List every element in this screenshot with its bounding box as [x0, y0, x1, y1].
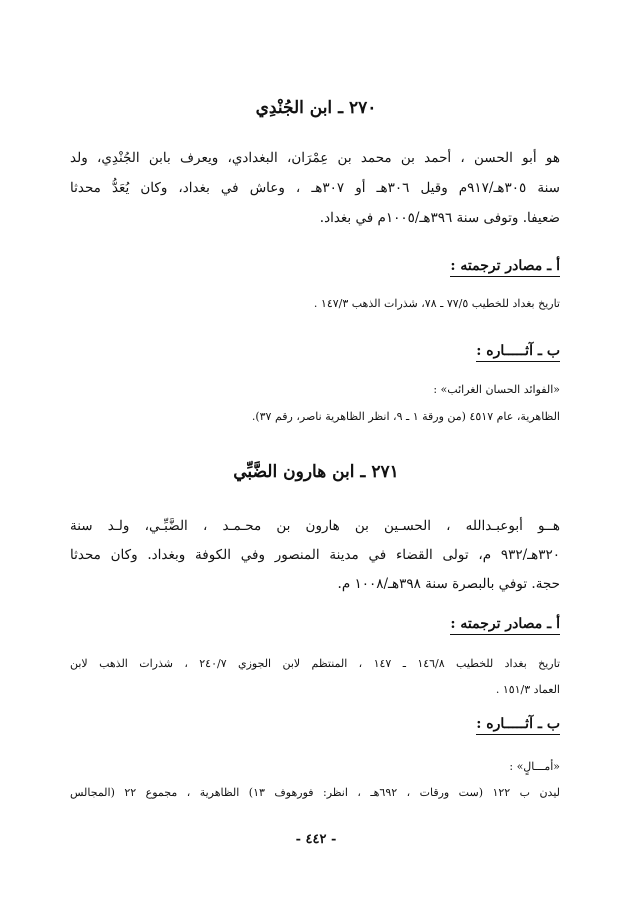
source-line: العماد ١٥١/٣ . — [495, 683, 560, 696]
entry-title: ٢٧٠ ـ ابن الجُنْدِي — [255, 98, 377, 118]
source-line: تاريخ بغداد للخطيب ٧٧/٥ ـ ٧٨، شذرات الذهب ١٤٧/٣ . — [313, 297, 560, 310]
sources-heading-text: أ ـ مصادر ترجمته : — [450, 616, 560, 635]
page-number: - ٤٤٢ - — [295, 832, 337, 847]
works-heading-text: ب ـ آثـــــاره : — [476, 343, 560, 362]
work-line: ليدن ب ١٢٢ (ست ورقات ، ٦٩٢هـ ، انظر: فورهوف ١٣) الظاهرية ، مجموع ٢٢ (المجالس — [70, 786, 560, 799]
bio-line: هــو أبوعبـدالله ، الحسـين بن هارون بن محـمـد ، الضَّبِّـي، ولـد سنة — [70, 518, 560, 534]
works-heading-text: ب ـ آثـــــاره : — [476, 716, 560, 735]
sources-heading — [450, 258, 560, 274]
sources-heading-text: أ ـ مصادر ترجمته : — [450, 258, 560, 277]
bio-line: ضعيفا. وتوفى سنة ٣٩٦هـ/١٠٠٥م في بغداد. — [319, 210, 560, 226]
bio-line: ٣٢٠هـ/٩٣٢ م، تولى القضاء في مدينة المنصور وفي الكوفة وبغداد. وكان محدثا — [70, 547, 560, 563]
work-title: «الفوائد الحسان الغرائب» : — [433, 383, 560, 396]
works-heading — [476, 343, 560, 359]
sources-heading — [450, 616, 560, 632]
work-line: الظاهرية، عام ٤٥١٧ (من ورقة ١ ـ ٩، انظر الظاهرية ناصر، رقم ٣٧). — [251, 410, 560, 423]
source-line: تاريخ بغداد للخطيب ١٤٦/٨ ـ ١٤٧ ، المنتظم لابن الجوزي ٢٤٠/٧ ، شذرات الذهب لابن — [70, 657, 561, 670]
entry-title: ٢٧١ ـ ابن هارون الضَّبِّي — [233, 462, 399, 482]
bio-line: سنة ٣٠٥هـ/٩١٧م وقيل ٣٠٦هـ أو ٣٠٧هـ ، وعاش في بغداد، وكان يُعَدُّ محدثا — [70, 180, 560, 196]
bio-line: حجة. توفي بالبصرة سنة ٣٩٨هـ/١٠٠٨ م. — [337, 576, 560, 592]
works-heading — [476, 716, 560, 732]
work-title: «أمـــالٍ» : — [509, 760, 560, 773]
bio-line: هو أبو الحسن ، أحمد بن محمد بن عِمْرَان، البغدادي، ويعرف بابن الجُنْدِي، ولد — [70, 150, 560, 166]
